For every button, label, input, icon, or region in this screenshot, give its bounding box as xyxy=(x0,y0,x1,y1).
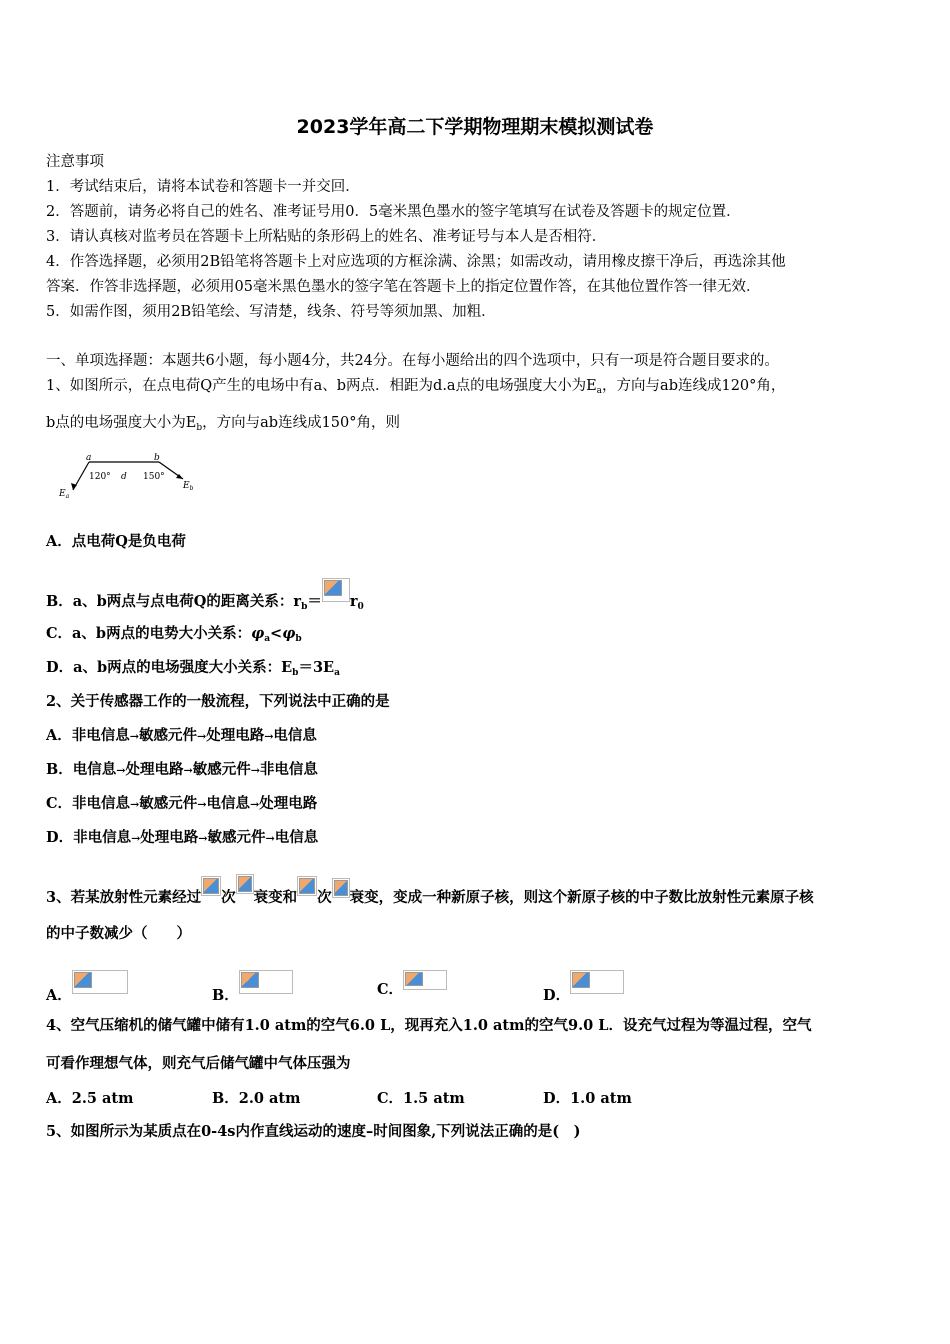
q3-option-c: C． xyxy=(377,970,447,999)
formula-image-placeholder xyxy=(236,874,254,894)
q5-stem: 5、如图所示为某质点在0-4s内作直线运动的速度–时间图象,下列说法正确的是( ) xyxy=(46,1123,581,1140)
q4-stem-line1: 4、空气压缩机的储气罐中储有1.0 atm的空气6.0 L，现再充入1.0 atm的空气9.0 L．设充气过程为等温过程，空气 xyxy=(46,1017,812,1034)
q1-option-c: C．a、b两点的电势大小关系：$\varphi_a<\varphi_b$ xyxy=(46,625,302,644)
notice-item: 3．请认真核对监考员在答题卡上所粘贴的条形码上的姓名、准考证号与本人是否相符． xyxy=(46,229,607,245)
formula-image-placeholder xyxy=(570,970,624,994)
q2-stem: 2、关于传感器工作的一般流程，下列说法中正确的是 xyxy=(46,693,390,710)
notice-item: 5．如需作图，须用2B铅笔绘、写清楚，线条、符号等须加黑、加粗． xyxy=(46,304,496,320)
q1-stem-line1: 1、如图所示，在点电荷Q产生的电场中有a、b两点．相距为d.a点的电场强度大小为$E_a$，方向与ab连线成120°角， xyxy=(46,378,786,396)
q3-option-b: B． xyxy=(212,970,293,1005)
q1-stem-line2: b点的电场强度大小为$E_b$，方向与ab连线成150°角，则 xyxy=(46,415,400,433)
formula-image-placeholder xyxy=(322,578,350,602)
notice-item: 答案．作答非选择题，必须用05毫米黑色墨水的签字笔在答题卡上的指定位置作答，在其他位置作答一律无效． xyxy=(46,279,761,295)
formula-image-placeholder xyxy=(72,970,128,994)
q4-stem-line2: 可看作理想气体，则充气后储气罐中气体压强为 xyxy=(46,1055,351,1072)
q3-stem-line1: 3、若某放射性元素经过 次 衰变和 次 衰变，变成一种新原子核，则这个新原子核的中子数比放射性元素原子核 xyxy=(46,874,814,908)
q3-option-a: A． xyxy=(46,970,128,1005)
notice-item: 4．作答选择题，必须用2B铅笔将答题卡上对应选项的方框涂满、涂黑；如需改动，请用橡皮擦干净后，再选涂其他 xyxy=(46,254,786,270)
distance-d-label: d xyxy=(121,472,127,482)
q1-option-d: D．a、b两点的电场强度大小关系：$E_b=3E_a$ xyxy=(46,659,340,678)
notice-item: 1．考试结束后，请将本试卷和答题卡一并交回． xyxy=(46,179,360,195)
formula-image-placeholder xyxy=(403,970,447,990)
point-b-label: b xyxy=(154,453,160,463)
notice-heading: 注意事项 xyxy=(46,154,104,170)
q1-field-diagram xyxy=(55,452,205,502)
eb-label: $E_b$ xyxy=(183,481,194,492)
q4-option-c: C．1.5 atm xyxy=(377,1090,465,1107)
q1-option-b: B．a、b两点与点电荷Q的距离关系：$r_b=$ $r_0$ xyxy=(46,578,364,617)
page-title: 2023学年高二下学期物理期末模拟测试卷 xyxy=(296,116,654,138)
formula-image-placeholder xyxy=(297,876,317,896)
angle-a-label: 120° xyxy=(89,472,111,482)
q1-option-a: A．点电荷Q是负电荷 xyxy=(46,533,186,550)
formula-image-placeholder xyxy=(201,876,221,896)
q4-option-a: A．2.5 atm xyxy=(46,1090,134,1107)
q4-option-b: B．2.0 atm xyxy=(212,1090,301,1107)
ea-label: $E_a$ xyxy=(59,489,70,500)
q2-option-d: D．非电信息→处理电路→敏感元件→电信息 xyxy=(46,829,319,846)
q2-option-a: A．非电信息→敏感元件→处理电路→电信息 xyxy=(46,727,317,744)
q2-option-c: C．非电信息→敏感元件→电信息→处理电路 xyxy=(46,795,318,812)
angle-b-label: 150° xyxy=(143,472,165,482)
q3-option-d: D． xyxy=(543,970,624,1005)
q4-option-d: D．1.0 atm xyxy=(543,1090,632,1107)
q3-stem-line2: 的中子数减少（ ） xyxy=(46,925,191,942)
q2-option-b: B．电信息→处理电路→敏感元件→非电信息 xyxy=(46,761,318,778)
formula-image-placeholder xyxy=(332,878,350,898)
formula-image-placeholder xyxy=(239,970,293,994)
point-a-label: a xyxy=(86,453,92,463)
notice-item: 2．答题前，请务必将自己的姓名、准考证号用0．5毫米黑色墨水的签字笔填写在试卷及答题卡的规定位置． xyxy=(46,204,741,220)
section-heading: 一、单项选择题：本题共6小题，每小题4分，共24分。在每小题给出的四个选项中，只有一项是符合题目要求的。 xyxy=(46,353,779,369)
